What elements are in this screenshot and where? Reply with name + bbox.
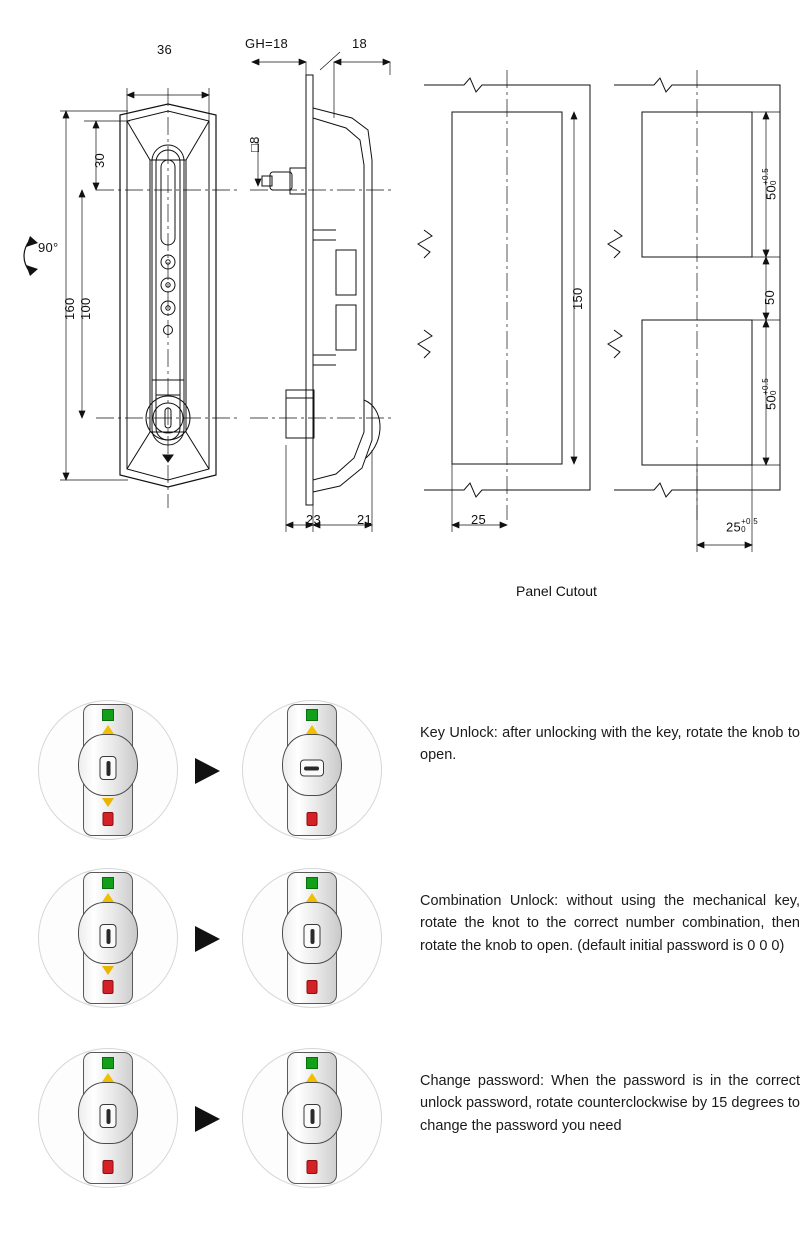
keyhole-icon: [304, 924, 321, 948]
handle-illustration-after-3: [242, 1048, 382, 1188]
red-indicator-icon: [307, 980, 318, 994]
handle-illustration-after-2: [242, 868, 382, 1008]
arrow-right-icon: [195, 758, 220, 784]
keyhole-icon: [100, 924, 117, 948]
keyhole-turned-icon: [300, 760, 324, 777]
dim-side-bottom-left: 23: [306, 512, 322, 527]
green-indicator-icon: [306, 1057, 318, 1069]
instruction-row-change-password: [30, 1048, 800, 1203]
handle-illustration-before-1: [38, 700, 178, 840]
yellow-triangle-icon: [102, 725, 114, 734]
yellow-triangle-icon: [306, 725, 318, 734]
instruction-text-change-password: Change password: When the password is in the correct unlock password, rotate counterclockwise by 15 degrees to change the password you need: [420, 1073, 800, 1134]
handle-illustration-after-1: [242, 700, 382, 840]
red-indicator-icon: [103, 980, 114, 994]
instruction-text-combination-unlock: Combination Unlock: without using the mechanical key, rotate the knot to the correct number combination, then rotate the knob to open. (default initial password is 0 0 0): [420, 893, 800, 954]
dim-front-total: 160: [62, 297, 77, 320]
dim-gh: GH=18: [245, 36, 289, 51]
dim-cutout-seg-mid: 50: [762, 289, 777, 305]
yellow-triangle-icon: [306, 893, 318, 902]
red-indicator-icon: [103, 1160, 114, 1174]
red-indicator-icon: [307, 812, 318, 826]
handle-illustration-before-2: [38, 868, 178, 1008]
instruction-row-combination-unlock: [30, 868, 800, 1023]
instruction-text-key-unlock: Key Unlock: after unlocking with the key, rotate the knob to open.: [420, 725, 800, 764]
dim-rotation-angle: 90°: [38, 240, 59, 255]
green-indicator-icon: [102, 877, 114, 889]
keyhole-icon: [304, 1104, 321, 1128]
dim-cutout-seg-bot: 50+0.5 0: [761, 377, 779, 410]
dim-square-note: □8: [247, 136, 262, 152]
panel-cutout-caption: Panel Cutout: [516, 583, 597, 599]
arrow-right-icon: [195, 1106, 220, 1132]
dim-front-width: 36: [157, 42, 173, 57]
dim-cutout-width: 25: [471, 512, 487, 527]
green-indicator-icon: [306, 877, 318, 889]
dim-side-bottom-right: 21: [357, 512, 373, 527]
dim-cutout-height: 150: [570, 287, 585, 310]
red-indicator-icon: [307, 1160, 318, 1174]
yellow-triangle-icon: [102, 1073, 114, 1082]
arrow-right-icon: [195, 926, 220, 952]
dim-cutout-width-tol: 25+0.5 0: [726, 517, 759, 535]
dim-front-top: 30: [92, 152, 107, 168]
keyhole-icon: [100, 1104, 117, 1128]
instruction-row-key-unlock: [30, 700, 800, 855]
dim-cutout-seg-top: 50+0.5 0: [761, 167, 779, 200]
yellow-triangle-icon: [102, 893, 114, 902]
red-indicator-icon: [103, 812, 114, 826]
down-triangle-icon: [102, 798, 114, 807]
dim-side-top-right: 18: [352, 36, 368, 51]
keyhole-icon: [100, 756, 117, 780]
handle-illustration-before-3: [38, 1048, 178, 1188]
green-indicator-icon: [102, 1057, 114, 1069]
green-indicator-icon: [102, 709, 114, 721]
yellow-triangle-icon: [306, 1073, 318, 1082]
dim-front-mid: 100: [78, 297, 93, 320]
down-triangle-icon: [102, 966, 114, 975]
green-indicator-icon: [306, 709, 318, 721]
